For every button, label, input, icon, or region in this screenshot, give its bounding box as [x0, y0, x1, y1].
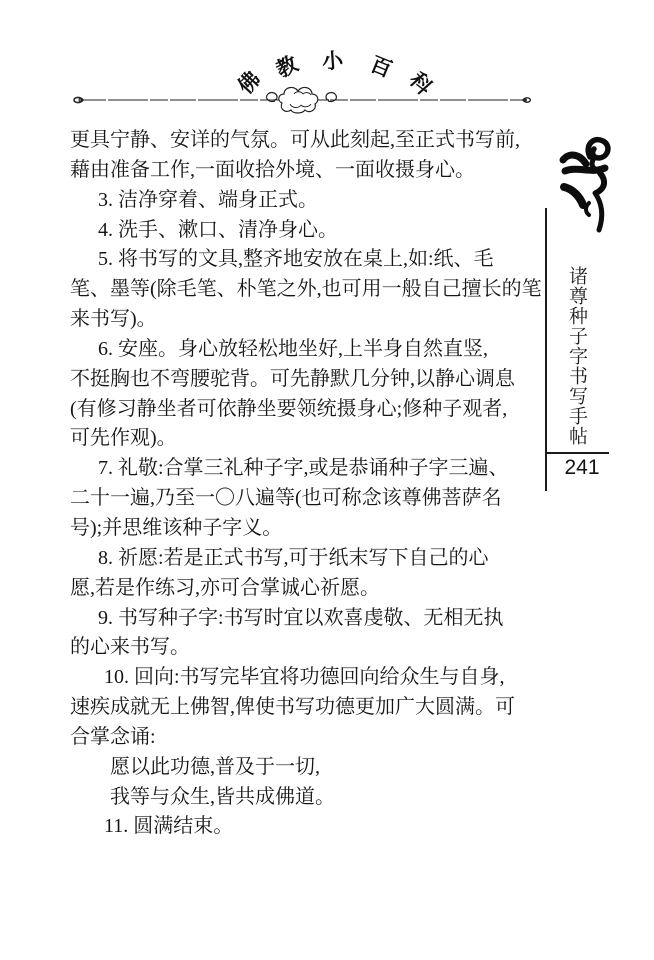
text-line: 号);并思维该种子字义。 [70, 516, 283, 539]
sidebar-rule-vertical [545, 208, 547, 491]
text-line: 我等与众生,皆共成佛道。 [110, 785, 335, 808]
text-line: 的心来书写。 [70, 636, 190, 659]
text-line: 可先作观)。 [70, 427, 177, 450]
page-number: 241 [564, 456, 600, 479]
arc-title-char: 百 [366, 51, 396, 82]
sidebar-rule-horizontal [545, 452, 609, 454]
arc-title-char: 教 [272, 51, 302, 83]
rule-right-curl-icon [523, 98, 531, 102]
text-line: (有修习静坐者可依静坐要领统摄身心;修种子观者, [70, 397, 508, 420]
arc-title-char: 小 [321, 48, 344, 74]
text-line: 8. 祈愿:若是正式书写,可于纸末写下自己的心 [98, 546, 489, 569]
text-line: 二十一遍,乃至一〇八遍等(也可称念该尊佛菩萨名 [70, 487, 502, 510]
text-line: 3. 洁净穿着、端身正式。 [98, 188, 318, 211]
text-line: 藉由准备工作,一面收拾外境、一面收摄身心。 [70, 158, 475, 181]
text-line: 10. 回向:书写完毕宜将功德回向给众生与自身, [104, 666, 505, 689]
text-line: 9. 书写种子字:书写时宜以欢喜虔敬、无相无执 [98, 606, 504, 629]
text-line: 6. 安座。身心放轻松地坐好,上半身自然直竖, [98, 337, 488, 360]
text-line: 愿,若是作练习,亦可合掌诚心祈愿。 [70, 576, 380, 599]
text-line: 11. 圆满结束。 [104, 815, 234, 838]
arc-title-char: 佛 [233, 66, 266, 99]
book-title-vertical: 诸尊种子字书写手帖 [566, 266, 587, 446]
text-line: 更具宁静、安详的气氛。可从此刻起,至正式书写前, [70, 129, 520, 151]
text-line: 合掌念诵: [70, 725, 156, 748]
body-text [70, 126, 544, 842]
text-line: 7. 礼敬:合掌三礼种子字,或是恭诵种子字三遍、 [98, 457, 509, 480]
text-line: 愿以此功德,普及于一切, [110, 755, 320, 778]
arc-title-char: 科 [404, 67, 437, 100]
rule-left-curl-icon [74, 97, 83, 102]
text-line: 笔、墨等(除毛笔、朴笔之外,也可用一般自己擅长的笔 [70, 278, 542, 301]
text-line: 速疾成就无上佛智,俾使书写功德更加广大圆满。可 [70, 696, 515, 719]
text-line: 不挺胸也不弯腰驼背。可先静默几分钟,以静心调息 [70, 367, 515, 390]
header-rule [70, 85, 535, 117]
text-line: 来书写)。 [70, 308, 157, 331]
seed-syllable-icon [548, 133, 622, 235]
text-line: 5. 将书写的文具,整齐地安放在桌上,如:纸、毛 [98, 248, 494, 271]
text-line: 4. 洗手、漱口、清净身心。 [98, 218, 338, 241]
